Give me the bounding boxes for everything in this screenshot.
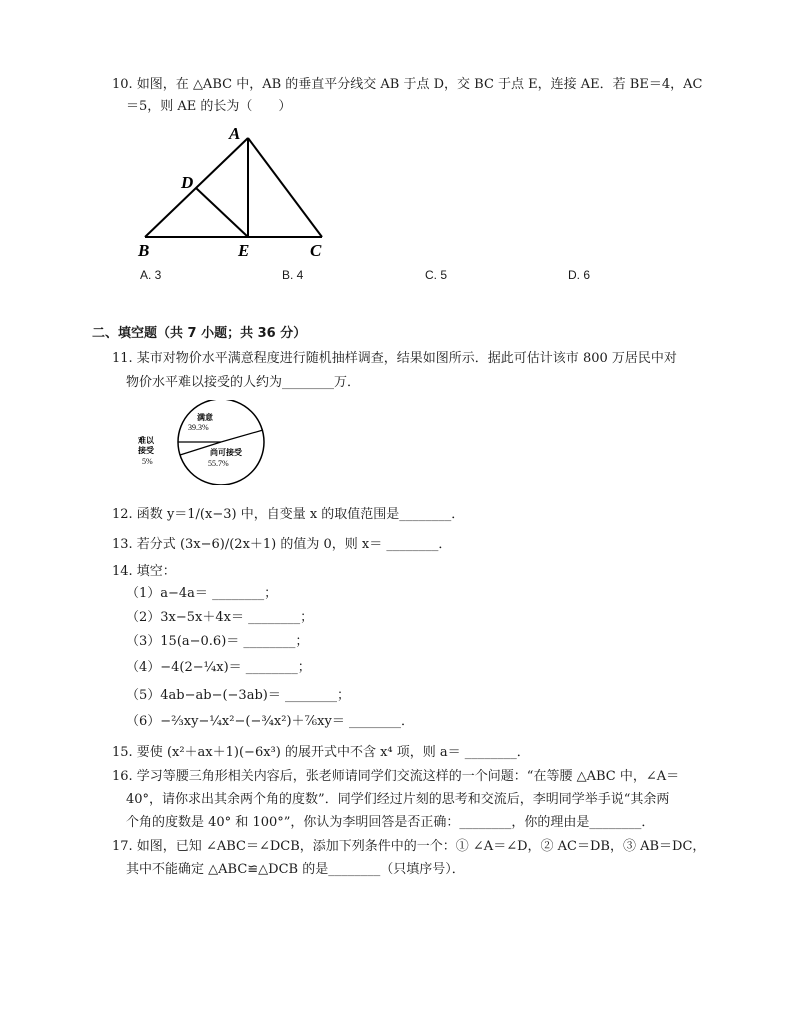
q10-line-2: ＝5，则 AE 的长为（ ） — [126, 99, 292, 114]
q10-line-1: 10. 如图，在 △ABC 中，AB 的垂直平分线交 AB 于点 D，交 BC 于点 E，连接 AE．若 BE＝4，AC — [112, 77, 703, 92]
q11-line-1: 11. 某市对物价水平满意程度进行随机抽样调查，结果如图所示．据此可估计该市 800 万居民中对 — [112, 351, 677, 366]
q14-item-3: （3）15(a−0.6)＝ ________； — [126, 634, 309, 649]
q10-option-b: B. 4 — [282, 268, 304, 282]
label-C: C — [310, 241, 322, 260]
pie-label-satisfied: 满意 — [197, 413, 213, 422]
q14-item-4: （4）−4(2−¼x)＝ ________； — [126, 660, 311, 675]
pie-label-acceptable: 尚可接受 — [210, 448, 242, 457]
q14-title: 14. 填空： — [112, 564, 176, 579]
q17-line-2: 其中不能确定 △ABC≌△DCB 的是________（只填序号）． — [126, 862, 465, 877]
segment-AC — [248, 138, 322, 237]
q10-option-a: A. 3 — [140, 268, 162, 282]
q16-line-3: 个角的度数是 40° 和 100°”，你认为李明回答是否正确：________，你的理由是________． — [126, 815, 655, 830]
section-2-heading: 二、填空题（共 7 小题；共 36 分） — [92, 326, 307, 341]
q13-text: 13. 若分式 (3x−6)/(2x＋1) 的值为 0，则 x＝ ________． — [112, 537, 452, 552]
pie-label-hard-2: 接受 — [138, 446, 154, 455]
q14-item-6: （6）−⅔xy−¼x²−(−¾x²)＋⁷⁄₆xy＝ ________． — [126, 714, 414, 729]
pie-value-hard: 5% — [142, 457, 153, 466]
q10-option-d: D. 6 — [568, 268, 591, 282]
q16-line-1: 16. 学习等腰三角形相关内容后，张老师请同学们交流这样的一个问题：“在等腰 △ABC 中，∠A＝ — [112, 769, 680, 784]
q11-line-2: 物价水平难以接受的人约为________万． — [126, 375, 361, 390]
pie-label-hard-1: 难以 — [138, 436, 154, 445]
q10-triangle-figure — [130, 122, 340, 262]
segment-DE — [196, 188, 248, 237]
q12-text: 12. 函数 y＝1/(x−3) 中，自变量 x 的取值范围是________． — [112, 507, 465, 522]
pie-value-acceptable: 55.7% — [208, 459, 229, 468]
pie-value-satisfied: 39.3% — [188, 423, 209, 432]
label-D: D — [181, 173, 194, 192]
q16-line-2: 40°，请你求出其余两个角的度数”．同学们经过片刻的思考和交流后，李明同学举手说“其余两 — [126, 792, 670, 807]
label-A: A — [229, 124, 241, 143]
q14-item-1: （1）a−4a＝ ________； — [126, 586, 278, 601]
q14-item-2: （2）3x−5x＋4x＝ ________； — [126, 610, 314, 625]
q11-pie-chart — [136, 400, 266, 485]
label-E: E — [238, 241, 250, 260]
q15-text: 15. 要使 (x²＋ax＋1)(−6x³) 的展开式中不含 x⁴ 项，则 a＝ ________． — [112, 745, 530, 760]
label-B: B — [138, 241, 150, 260]
q14-item-5: （5）4ab−ab−(−3ab)＝ ________； — [126, 688, 350, 703]
q17-line-1: 17. 如图，已知 ∠ABC＝∠DCB，添加下列条件中的一个：① ∠A＝∠D，② AC＝DB，③ AB＝DC， — [112, 839, 706, 854]
q10-option-c: C. 5 — [425, 268, 448, 282]
